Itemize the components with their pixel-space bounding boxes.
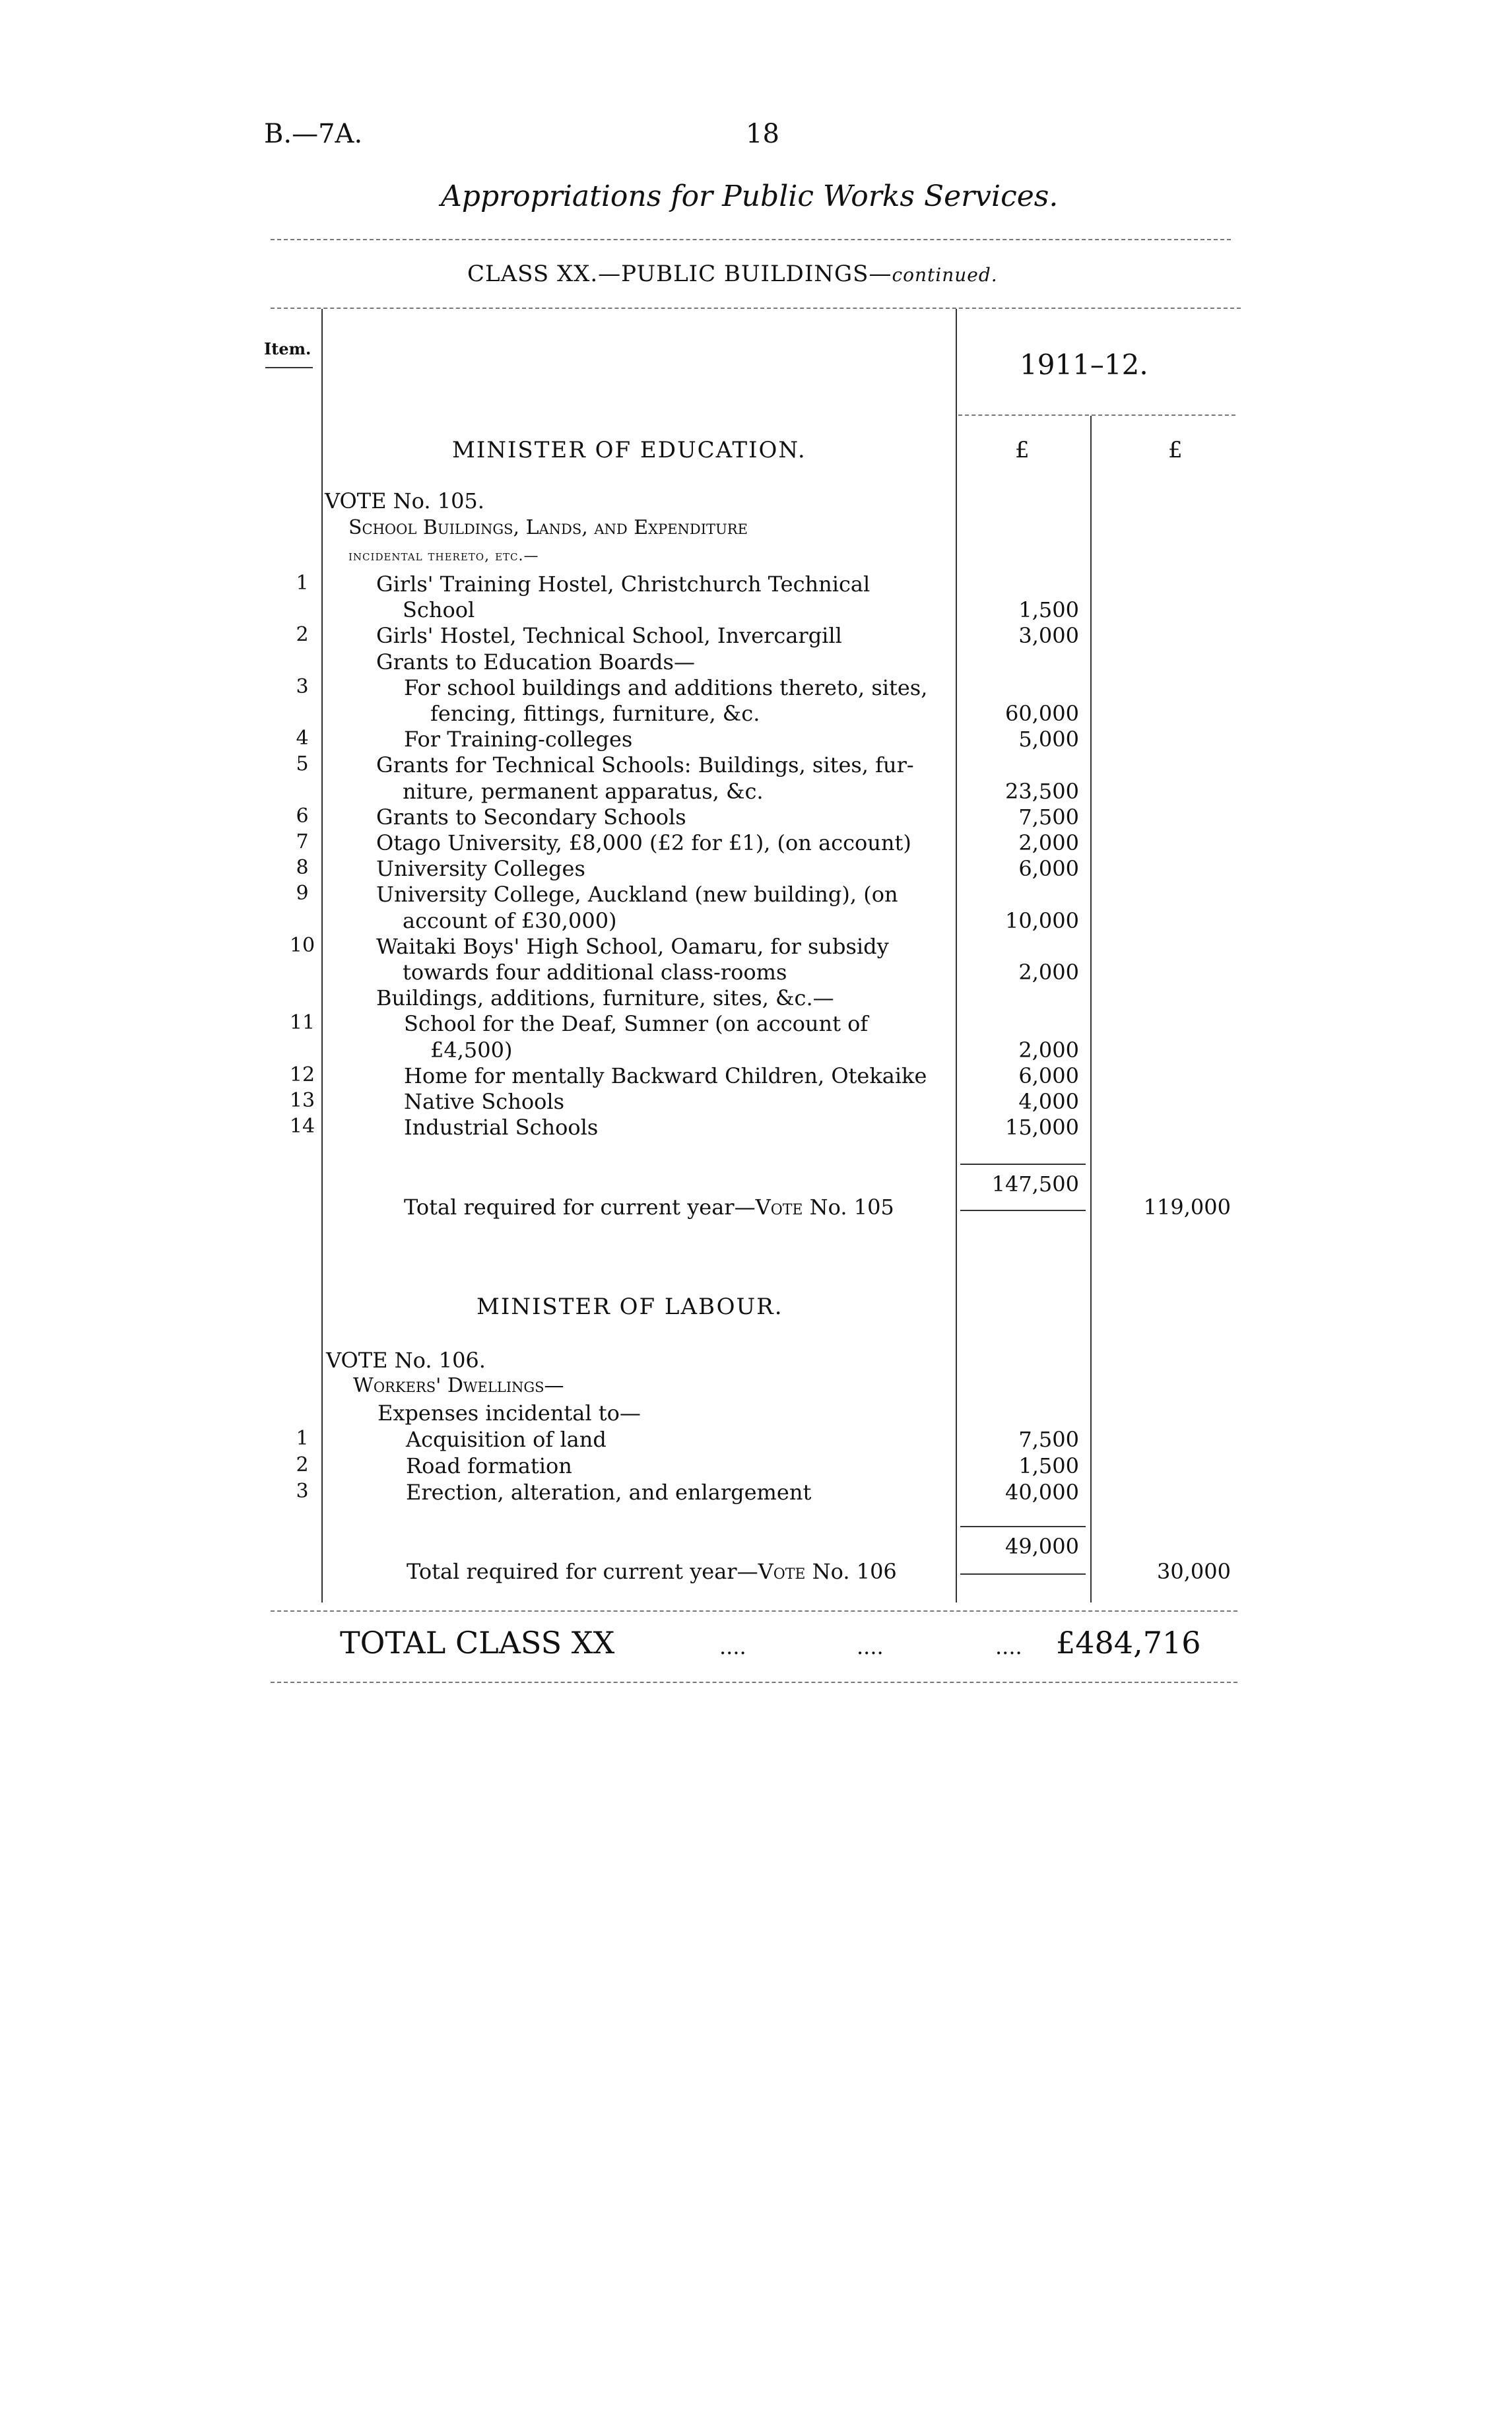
row-amount: 15,000 [1005, 1115, 1079, 1140]
row-description: School for the Deaf, Sumner (on account of [404, 1011, 869, 1037]
class-title-suffix: continued. [892, 264, 998, 286]
item-number: 4 [296, 727, 309, 750]
item-number: 10 [289, 933, 315, 957]
vote-105: VOTE No. 105. [325, 488, 484, 513]
row-description: account of £30,000) [403, 908, 617, 933]
education-total-vote: Vote [755, 1195, 803, 1220]
labour-subtotal: 49,000 [1005, 1534, 1079, 1559]
row-amount: 40,000 [1005, 1480, 1079, 1505]
education-total: 119,000 [1143, 1195, 1231, 1220]
row-amount: 1,500 [1018, 597, 1079, 623]
item-number: 3 [296, 1480, 309, 1503]
grand-total-amount: £484,716 [1056, 1625, 1201, 1661]
row-amount: 2,000 [1018, 1037, 1079, 1063]
row-amount: 5,000 [1018, 727, 1079, 752]
row-amount: 4,000 [1018, 1089, 1079, 1114]
row-description: University Colleges [376, 856, 585, 882]
row-amount: 1,500 [1018, 1453, 1079, 1478]
row-description: For school buildings and additions thereto, sites, [404, 675, 928, 700]
labour-total-suffix: No. 106 [812, 1559, 897, 1584]
item-column-header: Item. [264, 339, 312, 358]
education-total-prefix: Total required for current year— [404, 1195, 756, 1220]
header-rule [271, 239, 1231, 240]
section-heading-labour: MINISTER OF LABOUR. [477, 1294, 783, 1320]
item-number: 1 [296, 572, 309, 595]
row-amount: 7,500 [1018, 1427, 1079, 1452]
row-description: niture, permanent apparatus, &c. [403, 778, 764, 804]
row-amount: 3,000 [1018, 623, 1079, 649]
row-description: fencing, fittings, furniture, &c. [430, 701, 760, 726]
row-amount: 2,000 [1018, 830, 1079, 855]
item-number: 3 [296, 675, 309, 698]
page-title: Appropriations for Public Works Services. [441, 180, 1059, 213]
item-number: 2 [296, 1453, 309, 1476]
grand-total-dots-1: .... [719, 1634, 746, 1659]
grand-total-dots-2: .... [857, 1634, 884, 1659]
item-number: 2 [296, 623, 309, 647]
year-underline [958, 414, 1235, 416]
class-title [467, 261, 998, 287]
row-description: Erection, alteration, and enlargement [406, 1480, 812, 1505]
row-description: Girls' Training Hostel, Christchurch Technical [376, 572, 871, 597]
group-heading: Buildings, additions, furniture, sites, &c.— [376, 985, 834, 1011]
row-description: Road formation [406, 1453, 572, 1478]
row-description: £4,500) [430, 1037, 513, 1063]
row-description: Industrial Schools [404, 1115, 599, 1140]
row-amount: 2,000 [1018, 960, 1079, 985]
row-description: University College, Auckland (new building), (on [376, 882, 898, 908]
vote-106-subheading: Workers' Dwellings— [353, 1374, 564, 1397]
item-number: 13 [289, 1089, 315, 1112]
grand-total-bottom-rule [271, 1682, 1237, 1683]
class-title-text: CLASS XX.—PUBLIC BUILDINGS— [467, 261, 892, 287]
row-amount: 10,000 [1005, 908, 1079, 933]
row-amount: 60,000 [1005, 701, 1079, 726]
row-description: School [403, 597, 475, 623]
education-total-suffix: No. 105 [809, 1195, 894, 1220]
labour-total-vote: Vote [758, 1559, 806, 1584]
item-number: 5 [296, 752, 309, 776]
row-description: Otago University, £8,000 (£2 for £1), (on account) [376, 830, 911, 855]
labour-total: 30,000 [1157, 1559, 1231, 1584]
amount-column-divider [956, 309, 957, 1602]
row-description: Girls' Hostel, Technical School, Invercargill [376, 623, 842, 649]
section-heading-education: MINISTER OF EDUCATION. [452, 437, 806, 463]
labour-subtotal-rule [960, 1526, 1086, 1527]
row-amount: 6,000 [1018, 856, 1079, 882]
row-description: Home for mentally Backward Children, Otekaike [404, 1063, 927, 1088]
row-amount: 23,500 [1005, 778, 1079, 804]
group-heading: Grants to Education Boards— [376, 649, 695, 675]
labour-subtotal-underline [960, 1573, 1086, 1575]
row-description: Acquisition of land [406, 1427, 607, 1452]
item-number: 12 [289, 1063, 315, 1086]
item-header-underline [265, 367, 313, 368]
item-number: 8 [296, 856, 309, 880]
row-description: Grants to Secondary Schools [376, 804, 686, 830]
grand-total-dots-3: .... [995, 1634, 1022, 1659]
item-number: 6 [296, 804, 309, 828]
vote-105-subheading-cont: incidental thereto, etc.— [348, 548, 539, 564]
row-description: Grants for Technical Schools: Buildings, sites, fur- [376, 752, 914, 778]
row-amount: 7,500 [1018, 804, 1079, 830]
education-total-label [404, 1195, 894, 1220]
item-number: 1 [296, 1427, 309, 1450]
education-subtotal-rule [960, 1164, 1086, 1165]
item-number: 7 [296, 830, 309, 853]
row-description: Waitaki Boys' High School, Oamaru, for subsidy [376, 933, 889, 959]
education-subtotal: 147,500 [991, 1172, 1079, 1197]
row-amount: 6,000 [1018, 1063, 1079, 1088]
year-header: 1911–12. [1020, 348, 1148, 381]
row-description: For Training-colleges [404, 727, 633, 752]
labour-total-label [407, 1559, 897, 1584]
labour-total-prefix: Total required for current year— [407, 1559, 758, 1584]
row-description: Native Schools [404, 1089, 564, 1114]
item-number: 14 [289, 1115, 315, 1138]
page-number: 18 [746, 119, 779, 149]
document-reference: B.—7A. [264, 119, 363, 149]
vote-106-group: Expenses incidental to— [378, 1401, 641, 1426]
row-description: towards four additional class-rooms [403, 960, 787, 985]
pound-header-right: £ [1168, 437, 1183, 463]
grand-total-top-rule [271, 1610, 1237, 1612]
pound-header-left: £ [1015, 437, 1030, 463]
item-number: 11 [289, 1011, 315, 1035]
education-subtotal-underline [960, 1210, 1086, 1211]
subtotal-column-divider [1090, 416, 1092, 1602]
vote-106: VOTE No. 106. [326, 1348, 486, 1373]
table-top-rule [271, 308, 1241, 309]
vote-105-subheading: School Buildings, Lands, and Expenditure [348, 516, 748, 539]
item-number: 9 [296, 882, 309, 906]
grand-total-label: TOTAL CLASS XX [340, 1625, 615, 1661]
